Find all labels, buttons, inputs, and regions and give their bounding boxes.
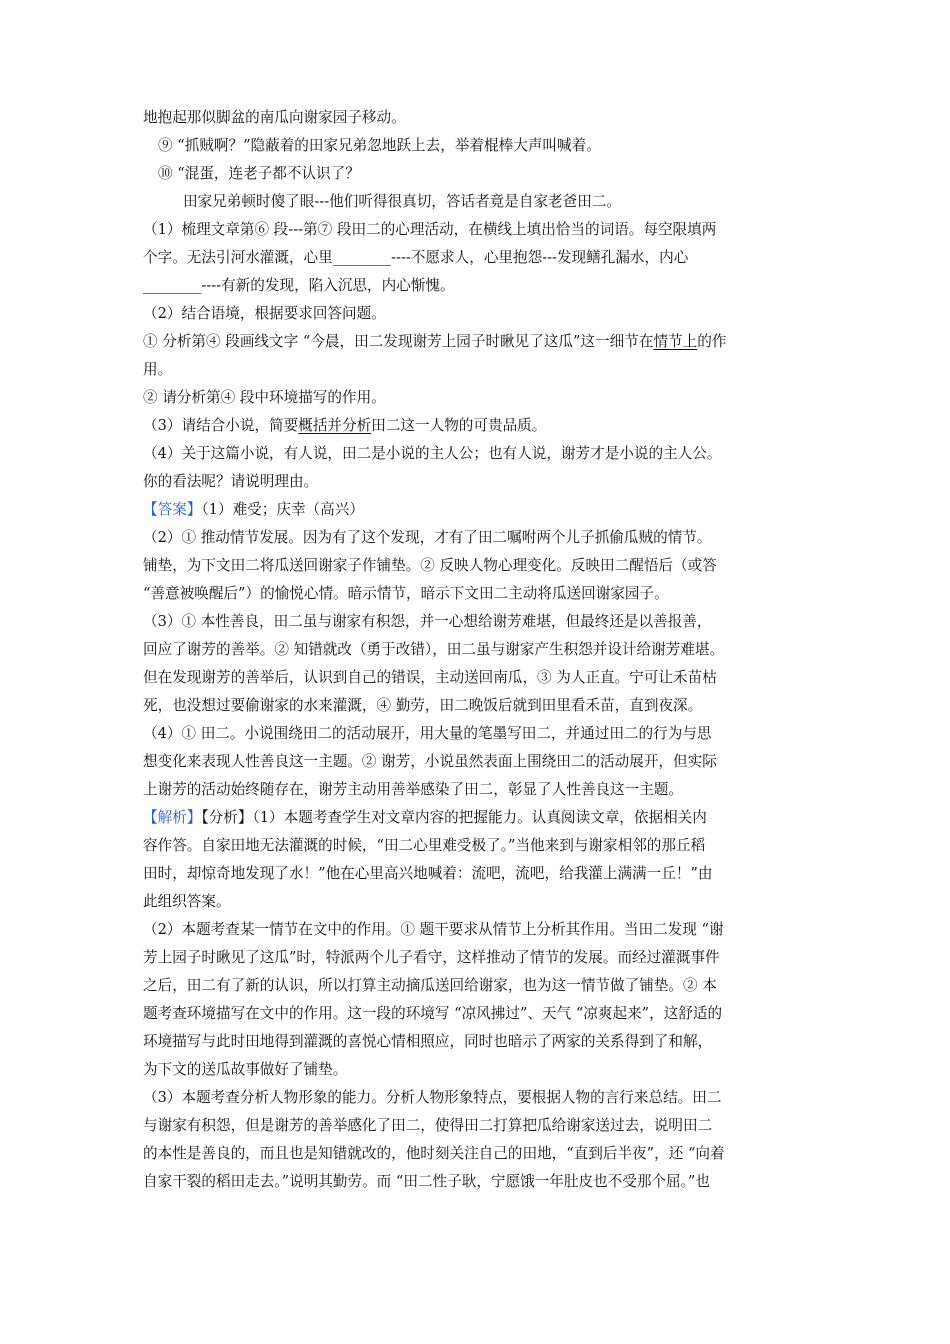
line-text: 用。 <box>143 361 173 378</box>
line-text: （2）① 推动情节发展。因为有了这个发现，才有了田二嘱咐两个儿子抓偷瓜贼的情节。 <box>143 529 712 546</box>
section-label: 【答案】 <box>143 501 202 518</box>
text-line <box>143 752 717 772</box>
line-text: 你的看法呢？请说明理由。 <box>143 473 319 490</box>
line-text: 地抱起那似脚盆的南瓜向谢家园子移动。 <box>143 109 406 126</box>
line-text: 与谢家有积怨，但是谢芳的善举感化了田二，使得田二打算把瓜给谢家送过去，说明田二 <box>143 1117 713 1134</box>
text-line <box>143 108 406 128</box>
text-line <box>143 892 231 912</box>
line-text: ⑩ “混蛋，连老子都不认识了？ <box>158 165 360 182</box>
section-label: 【解析】 <box>143 809 202 826</box>
text-line <box>143 1116 712 1136</box>
text-line <box>143 1144 725 1164</box>
line-text: 田时，却惊奇地发现了水！”他在心里高兴地喊着：流吧，流吧，给我灌上满满一丘！”由 <box>143 865 713 882</box>
line-text: 题考查环境描写在文中的作用。这一段的环境写 “凉风拂过”、天气 “凉爽起来”，这舒适的 <box>143 1005 723 1022</box>
line-text: ② 请分析第④ 段中环境描写的作用。 <box>143 389 386 406</box>
text-line <box>158 136 601 156</box>
text-line <box>183 192 621 212</box>
text-line <box>143 528 712 548</box>
underlined-text: 概括并分析 <box>298 417 372 434</box>
line-text: 此组织答案。 <box>143 893 231 910</box>
text-line <box>143 1060 347 1080</box>
line-text: （2）结合语境，根据要求回答问题。 <box>143 305 386 322</box>
line-text: 芳上园子时瞅见了这瓜”时，特派两个儿子看守，这样推动了情节的发展。而经过灌溉事件 <box>143 949 720 966</box>
text-line <box>143 276 455 296</box>
line-text: 自家干裂的稻田走去。”说明其勤劳。而 “田二性子耿，宁愿饿一年肚皮也不受那个屈。”也 <box>143 1173 710 1190</box>
line-text: 但在发现谢芳的善举后，认识到自己的错误，主动送回南瓜，③ 为人正直。宁可让禾苗枯 <box>143 669 717 686</box>
text-line <box>143 864 713 884</box>
line-text: ① 分析第④ 段画线文字 “今晨，田二发现谢芳上园子时瞅见了这瓜”这一细节在 <box>143 333 654 350</box>
text-line <box>143 304 386 324</box>
line-text: （1）难受；庆幸（高兴） <box>201 501 364 518</box>
text-line <box>143 332 726 352</box>
text-line <box>143 388 386 408</box>
line-text: “善意被唤醒后”）的愉悦心情。暗示情节，暗示下文田二主动将瓜送回谢家园子。 <box>143 585 669 602</box>
text-line <box>143 444 721 464</box>
line-text: ⑨ “抓贼啊？”隐蔽着的田家兄弟忽地跃上去，举着棍棒大声叫喊着。 <box>158 137 601 154</box>
text-line <box>143 948 720 968</box>
line-text: 之后，田二有了新的认识，所以打算主动摘瓜送回给谢家，也为这一情节做了铺垫。② 本 <box>143 977 717 994</box>
line-text: ________----有新的发现，陷入沉思，内心惭愧。 <box>143 277 455 294</box>
line-text: （2）本题考查某一情节在文中的作用。① 题干要求从情节上分析其作用。当田二发现 “谢 <box>143 921 724 938</box>
text-line <box>143 612 712 632</box>
text-line <box>143 1088 721 1108</box>
line-text: （3）请结合小说，简要 <box>143 417 299 434</box>
line-text: 的本性是善良的，而且也是知错就改的，他时刻关注自己的田地，“直到后半夜”，还 “向着 <box>143 1145 725 1162</box>
text-line <box>143 780 683 800</box>
text-line <box>158 164 360 184</box>
line-text: 田二这一人物的可贵品质。 <box>371 417 547 434</box>
text-line <box>143 808 707 828</box>
text-line <box>143 920 724 940</box>
line-text: 铺垫，为下文田二将瓜送回谢家子作铺垫。② 反映人物心理变化。反映田二醒悟后（或答 <box>143 557 717 574</box>
text-line <box>143 1172 710 1192</box>
underlined-text: 情节上 <box>653 333 698 350</box>
text-line <box>143 220 716 240</box>
line-text: （4）① 田二。小说围绕田二的活动展开，用大量的笔墨写田二，并通过田二的行为与思 <box>143 725 712 742</box>
text-line <box>143 248 688 268</box>
line-text: （4）关于这篇小说，有人说，田二是小说的主人公；也有人说，谢芳才是小说的主人公。 <box>143 445 722 462</box>
line-text: 为下文的送瓜故事做好了铺垫。 <box>143 1061 348 1078</box>
text-line <box>143 640 724 660</box>
text-line <box>143 500 364 520</box>
text-line <box>143 556 717 576</box>
line-text: 田家兄弟顿时傻了眼---他们听得很真切，答话者竟是自家老爸田二。 <box>183 193 622 210</box>
line-text: （3）① 本性善良，田二虽与谢家有积怨，并一心想给谢芳难堪，但最终还是以善报善， <box>143 613 712 630</box>
text-line <box>143 472 318 492</box>
text-line <box>143 696 702 716</box>
text-line <box>143 668 717 688</box>
line-text: 环境描写与此时田地得到灌溉的喜悦心情相照应，同时也暗示了两家的关系得到了和解， <box>143 1033 713 1050</box>
line-text: 容作答。自家田地无法灌溉的时候，“田二心里难受极了。”当他来到与谢家相邻的那丘稻 <box>143 837 706 854</box>
line-text: （1）梳理文章第⑥ 段---第⑦ 段田二的心理活动，在横线上填出恰当的词语。每空限填两 <box>143 221 717 238</box>
text-line <box>143 584 669 604</box>
text-line <box>143 1004 722 1024</box>
text-line <box>143 836 705 856</box>
line-text: 【分析】（1）本题考查学生对文章内容的把握能力。认真阅读文章，依据相关内 <box>201 809 707 826</box>
line-text: 个字。无法引河水灌溉，心里________----不愿求人，心里抱怨---发现鳝孔漏水，内心 <box>143 249 689 266</box>
text-line <box>143 1032 712 1052</box>
line-text: 想变化来表现人性善良这一主题。② 谢芳，小说虽然表面上围绕田二的活动展开，但实际 <box>143 753 717 770</box>
line-text: 回应了谢芳的善举。② 知错就改（勇于改错），田二虽与谢家产生积怨并设计给谢芳难堪。 <box>143 641 725 658</box>
text-line <box>143 360 172 380</box>
line-text: 的作 <box>697 333 727 350</box>
line-text: （3）本题考查分析人物形象的能力。分析人物形象特点，要根据人物的言行来总结。田二 <box>143 1089 722 1106</box>
text-line <box>143 976 717 996</box>
text-line <box>143 724 712 744</box>
line-text: 死，也没想过要偷谢家的水来灌溉，④ 勤劳，田二晚饭后就到田里看禾苗，直到夜深。 <box>143 697 703 714</box>
text-line <box>143 416 546 436</box>
line-text: 上谢芳的活动始终随存在，谢芳主动用善举感染了田二，彰显了人性善良这一主题。 <box>143 781 683 798</box>
